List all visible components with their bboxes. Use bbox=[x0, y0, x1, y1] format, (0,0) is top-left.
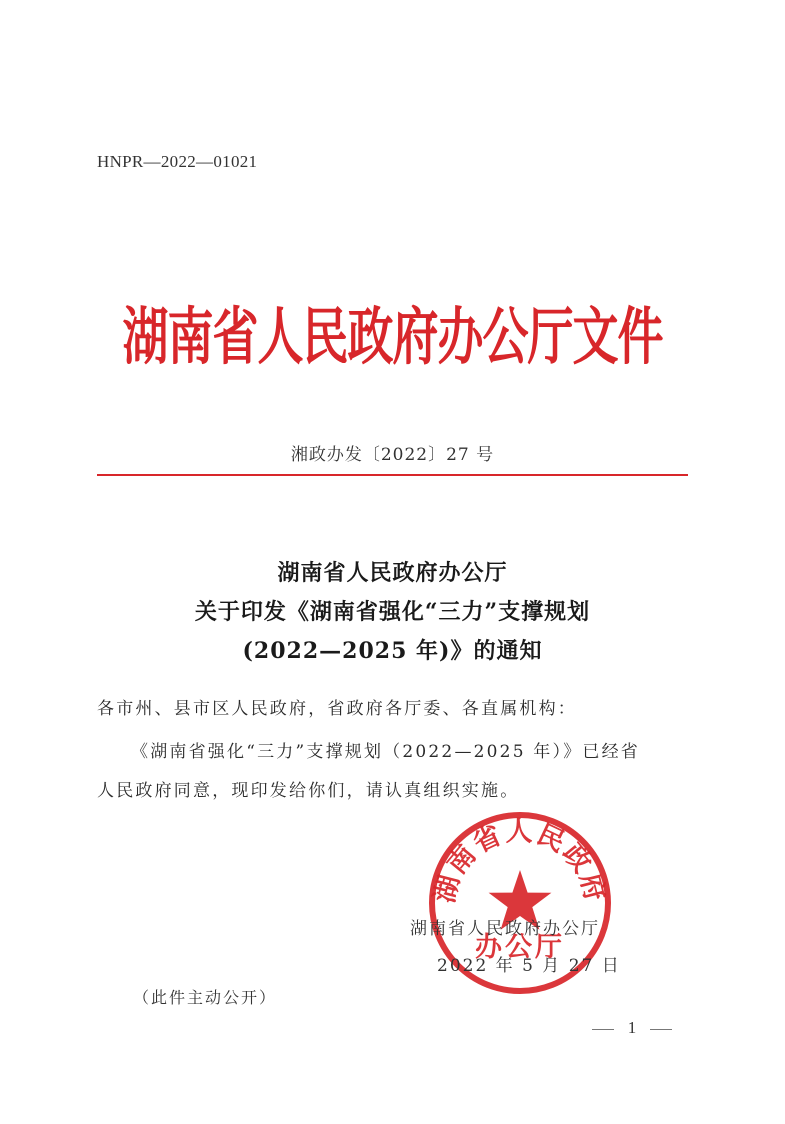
signature-org: 湖南省人民政府办公厅 bbox=[410, 919, 600, 939]
page-footer bbox=[592, 1018, 672, 1042]
red-divider bbox=[97, 474, 688, 476]
title-line-1: 湖南省人民政府办公厅 bbox=[277, 560, 508, 586]
disclosure-note: （此件主动公开） bbox=[133, 988, 278, 1007]
document-code: HNPR—2022—01021 bbox=[97, 152, 258, 171]
svg-text:办公厅: 办公厅 bbox=[475, 932, 565, 963]
signature-date: 2022 年 5 月 27 日 bbox=[437, 956, 621, 976]
salutation: 各市州、县市区人民政府，省政府各厅委、各直属机构： bbox=[97, 699, 577, 719]
footer-dash-right bbox=[650, 1029, 672, 1030]
body-paragraph-line-2: 人民政府同意，现印发给你们，请认真组织实施。 bbox=[97, 781, 520, 801]
document-number: 湘政办发〔2022〕27 号 bbox=[290, 445, 495, 465]
body-paragraph-line-1: 《湖南省强化“三力”支撑规划（2022—2025 年）》已经省 bbox=[131, 742, 641, 762]
masthead-title: 湖南省人民政府办公厅文件 bbox=[122, 300, 663, 374]
svg-text:湖南省人民政府: 湖南省人民政府 bbox=[429, 816, 611, 907]
title-line-2: 关于印发《湖南省强化“三力”支撑规划 bbox=[194, 599, 591, 625]
page-number: 1 bbox=[627, 1018, 637, 1037]
title-line-3: (2022—2025 年)》的通知 bbox=[242, 638, 543, 664]
